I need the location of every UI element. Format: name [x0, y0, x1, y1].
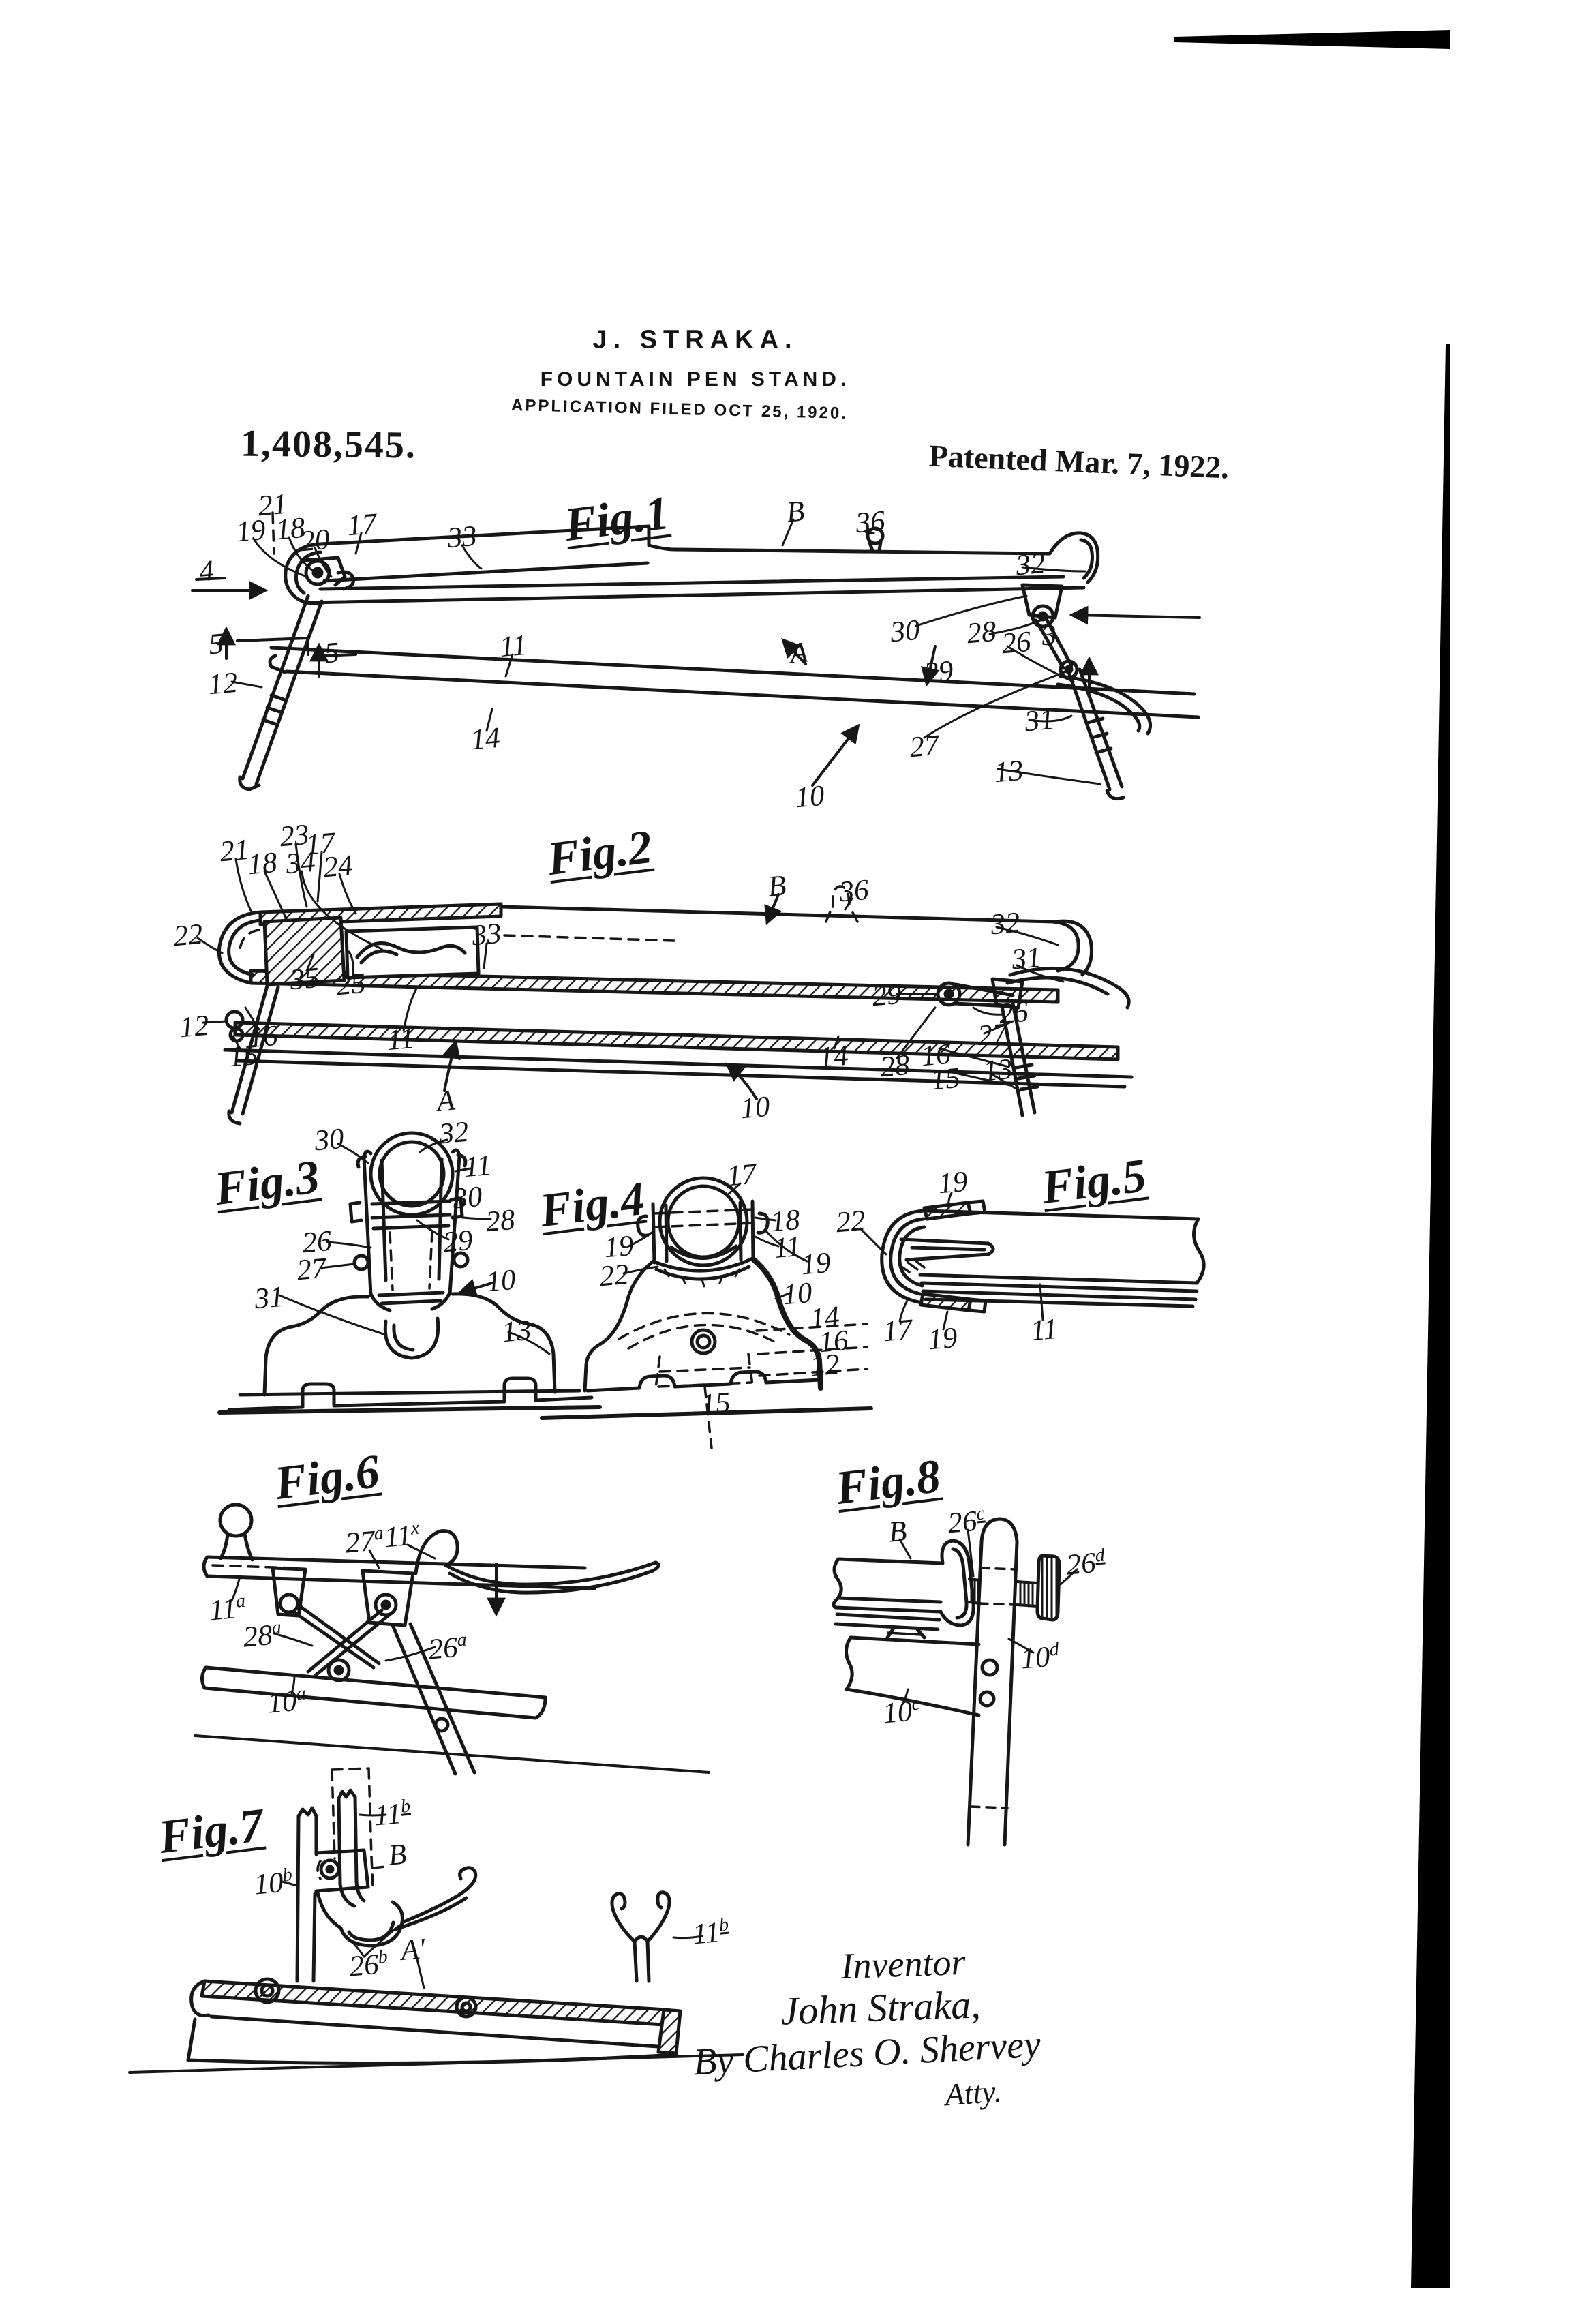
fig5-ref-22: 22 — [834, 1204, 867, 1239]
fig1-ref-11: 11 — [498, 629, 528, 664]
fig6-ref-26a: 26$^a$ — [427, 1629, 468, 1666]
fig6-ref-10a: 10$^a$ — [266, 1682, 307, 1720]
fig1-ref-20: 20 — [299, 523, 331, 558]
fig4-ref-19: 19 — [800, 1246, 832, 1282]
fig1-ref-33: 33 — [446, 519, 478, 555]
signature-attorney-line: By Charles O. Shervey — [692, 2023, 1042, 2084]
fig3-ref-29: 29 — [442, 1224, 474, 1259]
fig3-ref-26: 26 — [301, 1224, 333, 1260]
fig8-label: Fig.8 — [832, 1449, 943, 1515]
fig6-ref-11x: 11$^x$ — [382, 1517, 421, 1554]
fig3-ref-30: 30 — [313, 1122, 346, 1158]
fig1-ref-10: 10 — [793, 779, 826, 815]
fig1-ref-17: 17 — [346, 507, 378, 543]
fig3-ref-10: 10 — [485, 1263, 517, 1299]
fig5-ref-19: 19 — [926, 1321, 959, 1357]
fig7-ref-A': A' — [399, 1933, 427, 1967]
fig2-ref-15: 15 — [227, 1038, 260, 1074]
signature-atty-label: Atty. — [943, 2073, 1003, 2113]
fig6-ref-27a: 27$^a$ — [344, 1522, 384, 1560]
fig7-ref-10b: 10$^b$ — [252, 1864, 293, 1901]
fig4-ref-17: 17 — [725, 1158, 758, 1193]
fig1-ref-5: 5 — [207, 627, 225, 661]
fig2-ref-22: 22 — [172, 918, 204, 953]
fig2-ref-15: 15 — [929, 1061, 962, 1097]
fig1-ref-32: 32 — [1014, 547, 1047, 582]
fig2-label: Fig.2 — [544, 820, 655, 886]
fig3-ref-31: 31 — [253, 1280, 286, 1316]
header-inventor-name: J. STRAKA. — [592, 325, 798, 354]
fig1-ref-30: 30 — [889, 614, 922, 649]
fig2-ref-36: 36 — [838, 873, 870, 909]
fig2-ref-31: 31 — [1010, 941, 1043, 976]
fig2-ref-21: 21 — [218, 833, 251, 869]
fig2-ref-16: 16 — [247, 1019, 279, 1055]
fig2-ref-A: A — [435, 1084, 457, 1118]
fig2-ref-10: 10 — [739, 1090, 772, 1126]
fig8-ref-10c: 10$^c$ — [881, 1693, 922, 1730]
fig3-ref-27: 27 — [295, 1252, 328, 1287]
fig1-ref-A: A — [788, 636, 810, 670]
fig5-ref-11: 11 — [1029, 1312, 1059, 1348]
fig7-ref-11b: 11$^b$ — [373, 1795, 412, 1832]
fig1-ref-31: 31 — [1023, 703, 1056, 738]
fig2-ref-33: 33 — [470, 917, 503, 952]
fig4-ref-16: 16 — [817, 1324, 850, 1359]
fig1-ref-13: 13 — [992, 754, 1025, 789]
fig2-ref-23: 23 — [278, 818, 311, 854]
fig2-ref-35: 35 — [288, 961, 321, 997]
fig4-ref-11: 11 — [772, 1230, 802, 1265]
header-title: FOUNTAIN PEN STAND. — [540, 368, 851, 391]
fig2-ref-28: 28 — [879, 1048, 911, 1084]
fig3-ref-30: 30 — [451, 1180, 484, 1216]
fig6-ref-11a: 11$^a$ — [208, 1590, 247, 1627]
fig3-ref-32: 32 — [438, 1115, 470, 1151]
fig1-ref-28: 28 — [965, 615, 998, 650]
patent-date: Patented Mar. 7, 1922. — [928, 438, 1230, 485]
fig8-ref-26c: 26$^c$ — [946, 1503, 986, 1540]
fig3-ref-13: 13 — [500, 1314, 533, 1349]
fig1-ref-26: 26 — [1000, 625, 1033, 661]
fig2-ref-14: 14 — [817, 1039, 850, 1074]
fig4-ref-22: 22 — [598, 1258, 630, 1293]
fig1-ref-5: 5 — [323, 636, 341, 670]
fig2-ref-24: 24 — [322, 849, 354, 884]
fig4-label: Fig.4 — [536, 1172, 648, 1238]
fig1-ref-36: 36 — [854, 504, 887, 540]
patent-number: 1,408,545. — [240, 422, 417, 467]
fig1-ref-3: 3 — [1040, 618, 1058, 652]
fig7-ref-B: B — [386, 1838, 408, 1872]
fig2-ref-16: 16 — [919, 1038, 952, 1073]
fig8-ref-26d: 26$^d$ — [1065, 1544, 1106, 1582]
fig2-ref-17: 17 — [304, 826, 337, 862]
fig2-ref-13: 13 — [982, 1053, 1014, 1088]
fig4-ref-15: 15 — [699, 1386, 732, 1421]
fig4-ref-18: 18 — [769, 1203, 802, 1239]
fig6-ref-28a: 28$^a$ — [241, 1616, 282, 1654]
fig1-ref-27: 27 — [908, 729, 941, 764]
fig1-ref-19: 19 — [234, 513, 267, 549]
fig2-ref-B: B — [766, 869, 788, 903]
fig2-ref-11: 11 — [386, 1022, 416, 1057]
fig8-ref-10d: 10$^d$ — [1019, 1638, 1060, 1676]
fig2-ref-29: 29 — [870, 978, 903, 1013]
fig8-ref-B: B — [887, 1515, 909, 1549]
fig5-ref-19: 19 — [937, 1165, 969, 1201]
fig4-ref-14: 14 — [808, 1300, 841, 1335]
fig2-ref-26: 26 — [997, 995, 1030, 1031]
fig4-ref-10: 10 — [781, 1276, 814, 1312]
fig2-ref-32: 32 — [989, 906, 1022, 941]
fig2-ref-34: 34 — [284, 845, 317, 881]
fig2-ref-25: 25 — [335, 967, 367, 1002]
fig1-ref-29: 29 — [922, 654, 955, 690]
fig3-label: Fig.3 — [211, 1150, 322, 1216]
fig5-ref-17: 17 — [881, 1313, 914, 1348]
fig2-ref-27: 27 — [976, 1017, 1009, 1053]
fig1-ref-B: B — [785, 495, 806, 529]
signature-name: John Straka, — [780, 1982, 982, 2034]
fig7-ref-11b: 11$^b$ — [691, 1914, 730, 1951]
fig7-ref-26b: 26$^b$ — [348, 1946, 389, 1983]
fig1-label: Fig.1 — [561, 486, 672, 552]
fig2-ref-18: 18 — [246, 846, 279, 881]
fig7-label: Fig.7 — [155, 1798, 267, 1865]
fig4-ref-19: 19 — [603, 1229, 635, 1265]
fig1-ref-4: 4 — [198, 554, 215, 588]
header-application-line: APPLICATION FILED OCT 25, 1920. — [511, 395, 849, 423]
fig2-ref-12: 12 — [178, 1009, 211, 1044]
fig1-ref-21: 21 — [256, 487, 289, 523]
fig5-label: Fig.5 — [1038, 1149, 1149, 1215]
fig1-ref-14: 14 — [469, 721, 502, 757]
fig1-ref-12: 12 — [207, 666, 239, 701]
signature-inventor-label: Inventor — [840, 1941, 967, 1987]
fig4-ref-12: 12 — [808, 1348, 841, 1383]
fig3-ref-28: 28 — [484, 1203, 517, 1239]
fig6-label: Fig.6 — [271, 1445, 382, 1511]
fig1-ref-18: 18 — [274, 511, 307, 547]
fig3-ref-11: 11 — [463, 1149, 493, 1184]
